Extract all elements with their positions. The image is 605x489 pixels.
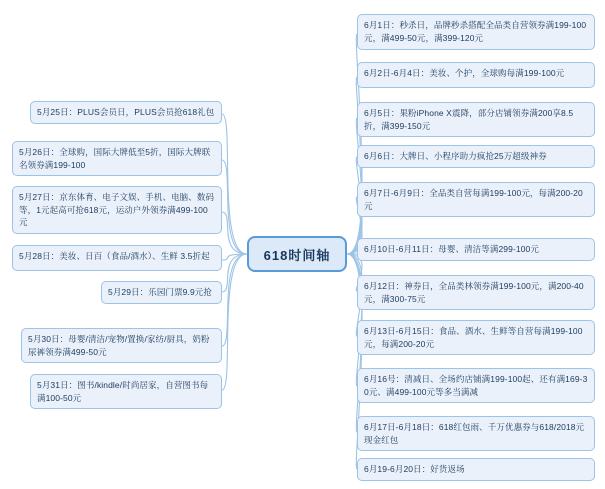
mindmap-node-label: 5月26日：全球购，国际大牌低至5折，国际大牌联名领券满199-100 (19, 147, 211, 170)
mindmap-node-right-4[interactable] (357, 182, 595, 217)
mindmap-node-right-10[interactable] (357, 458, 595, 481)
mindmap-node-label: 6月1日：秒杀日，品牌秒杀搭配全品类自营领券满199-100元，满499-50元，满399-120元 (364, 20, 587, 43)
mindmap-node-label: 6月5日：果粉iPhone X震降，部分店铺领券满200享8.5折，满399-150元 (364, 108, 574, 131)
mindmap-node-label: 6月17日-6月18日：618红包雨、千万优惠券与618/2018元现金红包 (364, 422, 585, 445)
mindmap-node-left-3[interactable] (12, 245, 222, 271)
mindmap-node-label: 6月16号：清减日、全场约店铺满199-100起、还有满169-30元、满499-100元等多当满减 (364, 374, 588, 397)
mindmap-node-label: 6月19-6月20日：好货返场 (364, 464, 465, 474)
mindmap-node-right-0[interactable] (357, 14, 595, 50)
mindmap-node-right-3[interactable] (357, 145, 595, 168)
mindmap-node-label: 5月31日：图书/kindle/时尚居家，自营图书每满100-50元 (37, 380, 209, 403)
mindmap-node-label: 5月27日：京东体育、电子文娱、手机、电脑、数码等，1元起高可抢618元，运动户外领券满499-100元 (19, 192, 215, 227)
mindmap-node-label: 5月25日：PLUS会员日，PLUS会员抢618礼包 (37, 107, 215, 117)
mindmap-node-left-4[interactable] (101, 281, 222, 304)
mindmap-node-left-2[interactable] (12, 186, 222, 234)
mindmap-node-right-8[interactable] (357, 368, 595, 403)
mindmap-node-right-7[interactable] (357, 320, 595, 355)
mindmap-node-label: 5月30日：母婴/清洁/宠物/置换/家纺/厨具，奶粉尿裤领券满499-50元 (28, 334, 210, 357)
center-node[interactable] (247, 236, 347, 272)
mindmap-node-left-1[interactable] (12, 141, 222, 176)
mindmap-node-right-2[interactable] (357, 102, 595, 137)
mindmap-node-label: 6月10日-6月11日：母婴、清洁等满299-100元 (364, 244, 539, 254)
mindmap-node-left-6[interactable] (30, 374, 222, 409)
center-node-label: 618时间轴 (263, 247, 331, 263)
mindmap-node-label: 6月2日-6月4日：美妆、个护，全球购每满199-100元 (364, 68, 565, 78)
mindmap-node-right-5[interactable] (357, 238, 595, 261)
mindmap-node-right-9[interactable] (357, 416, 595, 451)
mindmap-node-label: 6月6日：大牌日、小程序助力疯抢25万超级神券 (364, 151, 547, 161)
mindmap-node-label: 6月7日-6月9日：全品类自营每满199-100元，每满200-20元 (364, 188, 583, 211)
mindmap-node-right-6[interactable] (357, 275, 595, 310)
mindmap-node-label: 5月28日：美妆、日百（食品/酒水）、生鲜 3.5折起 (19, 251, 210, 261)
mindmap-node-label: 6月12日：神券日，全品类林领券满199-100元，满200-40元，满300-75元 (364, 281, 584, 304)
mindmap-node-label: 6月13日-6月15日：食品、酒水、生鲜等自营每满199-100元，每满200-20元 (364, 326, 583, 349)
mindmap-node-right-1[interactable] (357, 62, 595, 88)
mindmap-node-label: 5月29日：乐园门票9.9元抢 (108, 287, 212, 297)
mindmap-node-left-0[interactable] (30, 101, 222, 124)
mindmap-node-left-5[interactable] (21, 328, 222, 363)
